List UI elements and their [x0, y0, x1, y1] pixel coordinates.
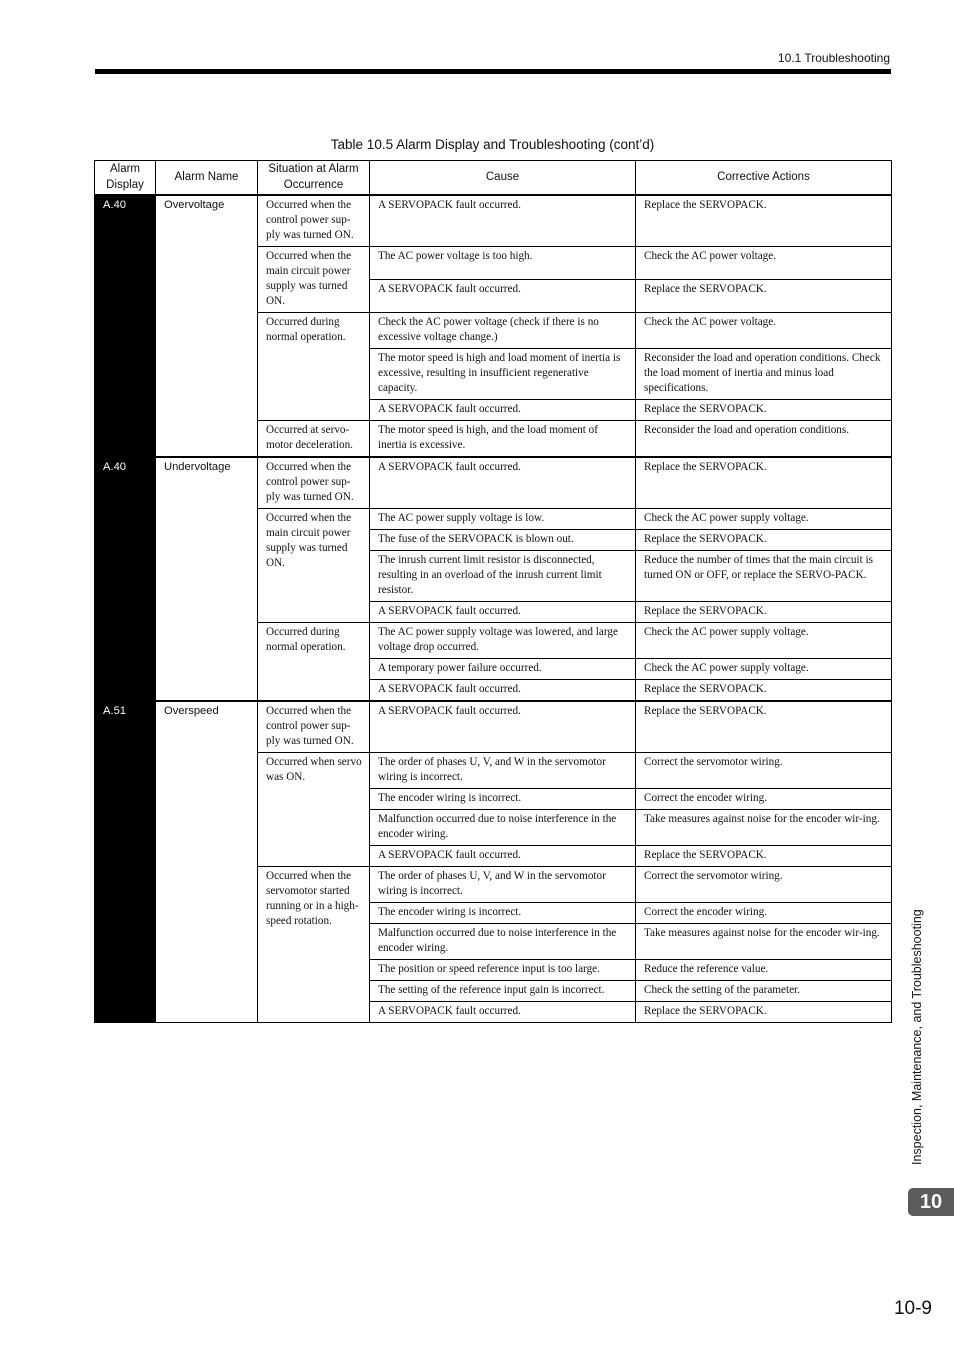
corrective-action-cell: Correct the servomotor wiring. [636, 867, 892, 903]
alarm-table [94, 160, 892, 1023]
chapter-side-label: Inspection, Maintenance, and Troubleshooting [910, 909, 924, 1165]
situation-cell: Occurred when the control power sup-ply was turned ON. [258, 457, 370, 509]
alarm-display-code: A.51 [95, 701, 156, 1023]
alarm-name: Overvoltage [156, 195, 258, 457]
corrective-action-cell: Check the AC power supply voltage. [636, 623, 892, 659]
corrective-action-cell: Reconsider the load and operation conditions. Check the load moment of inertia and minus load specifications. [636, 349, 892, 400]
table-header-row [95, 161, 892, 196]
cause-cell: A temporary power failure occurred. [370, 659, 636, 680]
corrective-action-cell: Check the AC power supply voltage. [636, 659, 892, 680]
corrective-action-cell: Reduce the number of times that the main circuit is turned ON or OFF, or replace the SERVO-PACK. [636, 551, 892, 602]
cause-cell: The setting of the reference input gain is incorrect. [370, 981, 636, 1002]
table-row [95, 457, 892, 509]
corrective-action-cell: Correct the encoder wiring. [636, 789, 892, 810]
cause-cell: A SERVOPACK fault occurred. [370, 680, 636, 702]
table-caption: Table 10.5 Alarm Display and Troubleshooting (cont’d) [330, 137, 655, 152]
table-body [95, 195, 892, 1023]
cause-cell: The order of phases U, V, and W in the servomotor wiring is incorrect. [370, 867, 636, 903]
cause-cell: A SERVOPACK fault occurred. [370, 195, 636, 247]
chapter-tab: 10 [908, 1188, 954, 1216]
table-row [95, 701, 892, 753]
cause-cell: The position or speed reference input is too large. [370, 960, 636, 981]
corrective-action-cell: Replace the SERVOPACK. [636, 457, 892, 509]
corrective-action-cell: Correct the encoder wiring. [636, 903, 892, 924]
corrective-action-cell: Check the setting of the parameter. [636, 981, 892, 1002]
column-header-alarm-name: Alarm Name [156, 161, 258, 196]
corrective-action-cell: Take measures against noise for the encoder wir-ing. [636, 810, 892, 846]
cause-cell: The encoder wiring is incorrect. [370, 903, 636, 924]
cause-cell: A SERVOPACK fault occurred. [370, 280, 636, 313]
corrective-action-cell: Replace the SERVOPACK. [636, 280, 892, 313]
corrective-action-cell: Replace the SERVOPACK. [636, 602, 892, 623]
corrective-action-cell: Check the AC power voltage. [636, 247, 892, 280]
cause-cell: The AC power voltage is too high. [370, 247, 636, 280]
cause-cell: A SERVOPACK fault occurred. [370, 846, 636, 867]
cause-cell: A SERVOPACK fault occurred. [370, 701, 636, 753]
cause-cell: Check the AC power voltage (check if there is no excessive voltage change.) [370, 313, 636, 349]
situation-cell: Occurred when the main circuit power supply was turned ON. [258, 247, 370, 313]
cause-cell: A SERVOPACK fault occurred. [370, 457, 636, 509]
table-row [95, 195, 892, 247]
corrective-action-cell: Correct the servomotor wiring. [636, 753, 892, 789]
cause-cell: The fuse of the SERVOPACK is blown out. [370, 530, 636, 551]
cause-cell: The motor speed is high, and the load moment of inertia is excessive. [370, 421, 636, 458]
corrective-action-cell: Check the AC power supply voltage. [636, 509, 892, 530]
page-number: 10-9 [893, 1298, 932, 1319]
situation-cell: Occurred when the main circuit power supply was turned ON. [258, 509, 370, 623]
cause-cell: Malfunction occurred due to noise interference in the encoder wiring. [370, 810, 636, 846]
situation-cell: Occurred when the control power sup-ply was turned ON. [258, 195, 370, 247]
header-rule [95, 69, 891, 74]
corrective-action-cell: Replace the SERVOPACK. [636, 701, 892, 753]
alarm-display-code: A.40 [95, 195, 156, 457]
column-header-situation: Situation at Alarm Occurrence [258, 161, 370, 196]
corrective-action-cell: Replace the SERVOPACK. [636, 846, 892, 867]
cause-cell: The order of phases U, V, and W in the servomotor wiring is incorrect. [370, 753, 636, 789]
corrective-action-cell: Replace the SERVOPACK. [636, 1002, 892, 1023]
column-header-alarm-display: Alarm Display [95, 161, 156, 196]
cause-cell: The encoder wiring is incorrect. [370, 789, 636, 810]
corrective-action-cell: Take measures against noise for the encoder wir-ing. [636, 924, 892, 960]
corrective-action-cell: Reduce the reference value. [636, 960, 892, 981]
cause-cell: The inrush current limit resistor is disconnected, resulting in an overload of the inrush current limit resistor. [370, 551, 636, 602]
cause-cell: The AC power supply voltage was lowered, and large voltage drop occurred. [370, 623, 636, 659]
corrective-action-cell: Check the AC power voltage. [636, 313, 892, 349]
alarm-name: Undervoltage [156, 457, 258, 701]
column-header-cause: Cause [370, 161, 636, 196]
cause-cell: A SERVOPACK fault occurred. [370, 400, 636, 421]
cause-cell: A SERVOPACK fault occurred. [370, 1002, 636, 1023]
cause-cell: Malfunction occurred due to noise interference in the encoder wiring. [370, 924, 636, 960]
alarm-display-code: A.40 [95, 457, 156, 701]
cause-cell: The motor speed is high and load moment of inertia is excessive, resulting in insufficient regenerative capacity. [370, 349, 636, 400]
situation-cell: Occurred when the servomotor started running or in a high-speed rotation. [258, 867, 370, 1023]
cause-cell: The AC power supply voltage is low. [370, 509, 636, 530]
situation-cell: Occurred during normal operation. [258, 313, 370, 421]
corrective-action-cell: Replace the SERVOPACK. [636, 400, 892, 421]
corrective-action-cell: Replace the SERVOPACK. [636, 530, 892, 551]
corrective-action-cell: Reconsider the load and operation conditions. [636, 421, 892, 458]
situation-cell: Occurred when servo was ON. [258, 753, 370, 867]
cause-cell: A SERVOPACK fault occurred. [370, 602, 636, 623]
situation-cell: Occurred during normal operation. [258, 623, 370, 702]
corrective-action-cell: Replace the SERVOPACK. [636, 195, 892, 247]
alarm-name: Overspeed [156, 701, 258, 1023]
situation-cell: Occurred at servo-motor deceleration. [258, 421, 370, 458]
corrective-action-cell: Replace the SERVOPACK. [636, 680, 892, 702]
column-header-corrective-actions: Corrective Actions [636, 161, 892, 196]
running-header: 10.1 Troubleshooting [777, 51, 890, 65]
situation-cell: Occurred when the control power sup-ply was turned ON. [258, 701, 370, 753]
